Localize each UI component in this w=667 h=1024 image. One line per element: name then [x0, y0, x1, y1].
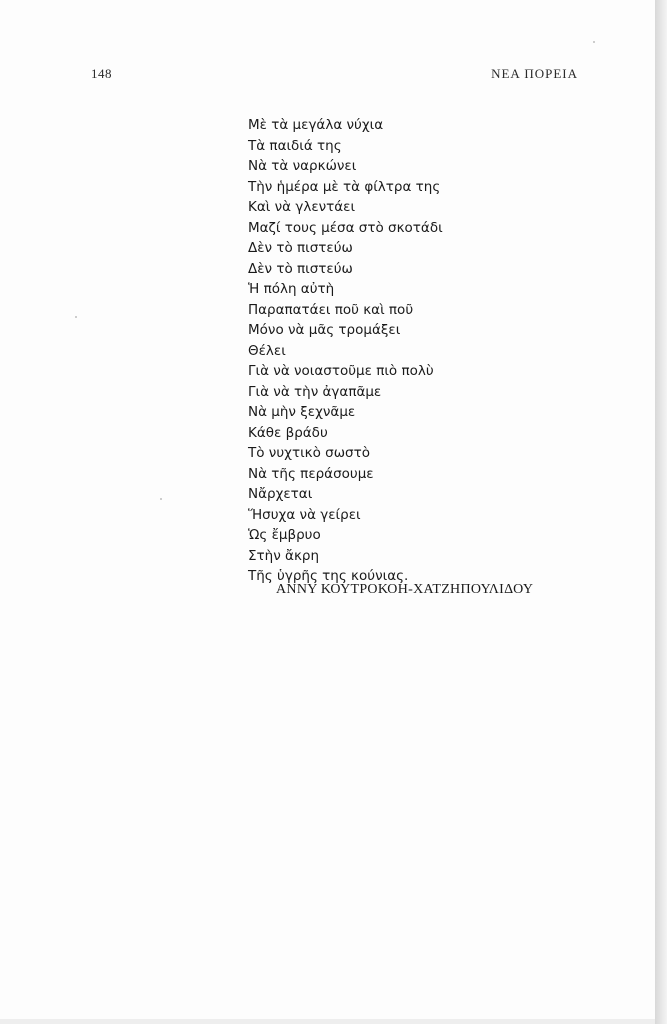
poem-line: Παραπατάει ποῦ καὶ ποῦ [248, 301, 414, 318]
poem-line: Τὴν ἡμέρα μὲ τὰ φίλτρα της [248, 178, 441, 195]
poem-line: Νἄρχεται [248, 486, 313, 502]
paper-speck [160, 498, 162, 500]
poem-line: Νὰ μὴν ξεχνᾶμε [248, 404, 356, 420]
poem-line: Τὰ παιδιά της [248, 137, 342, 154]
paper-speck [75, 316, 77, 318]
poem-line: Τῆς ὑγρῆς της κούνιας. [248, 568, 409, 584]
page-number: 148 [91, 66, 112, 81]
page-bottom-edge [0, 1019, 655, 1024]
running-head: ΝΕΑ ΠΟΡΕΙΑ [491, 66, 578, 81]
poem-line: Γιὰ νὰ τὴν ἀγαπᾶμε [248, 383, 382, 400]
poem-line: Νὰ τῆς περάσουμε [248, 465, 374, 482]
poem-line: Ἥσυχα νὰ γείρει [248, 506, 361, 523]
poem-line: Νὰ τὰ ναρκώνει [248, 158, 357, 174]
poem-line: Δὲν τὸ πιστεύω [248, 260, 353, 277]
paper-speck [593, 41, 595, 43]
poem-line: Μόνο νὰ μᾶς τρομάξει [248, 322, 401, 338]
poem [248, 115, 568, 587]
poem-line: Μαζί τους μέσα στὸ σκοτάδι [248, 219, 443, 236]
poem-line: Δὲν τὸ πιστεύω [248, 240, 353, 256]
poem-line: Ἡ πόλη αὐτὴ [248, 281, 335, 297]
poem-line: Τὸ νυχτικὸ σωστὸ [248, 445, 370, 461]
poem-line: Καὶ νὰ γλεντάει [248, 199, 356, 215]
poem-line: Στὴν ἄκρη [248, 547, 320, 564]
poem-line: Θέλει [248, 342, 286, 359]
author-signature: ΑΝΝΥ ΚΟΥΤΡΟΚΟΗ-ΧΑΤΖΗΠΟΥΛΙΔΟΥ [276, 582, 534, 597]
poem-line: Ὡς ἔμβρυο [248, 527, 321, 543]
page-edge-shadow [655, 0, 667, 1024]
poem-line: Μὲ τὰ μεγάλα νύχια [248, 117, 384, 133]
poem-line: Γιὰ νὰ νοιαστοῦμε πιὸ πολὺ [248, 363, 434, 379]
poem-line: Κάθε βράδυ [248, 424, 328, 441]
